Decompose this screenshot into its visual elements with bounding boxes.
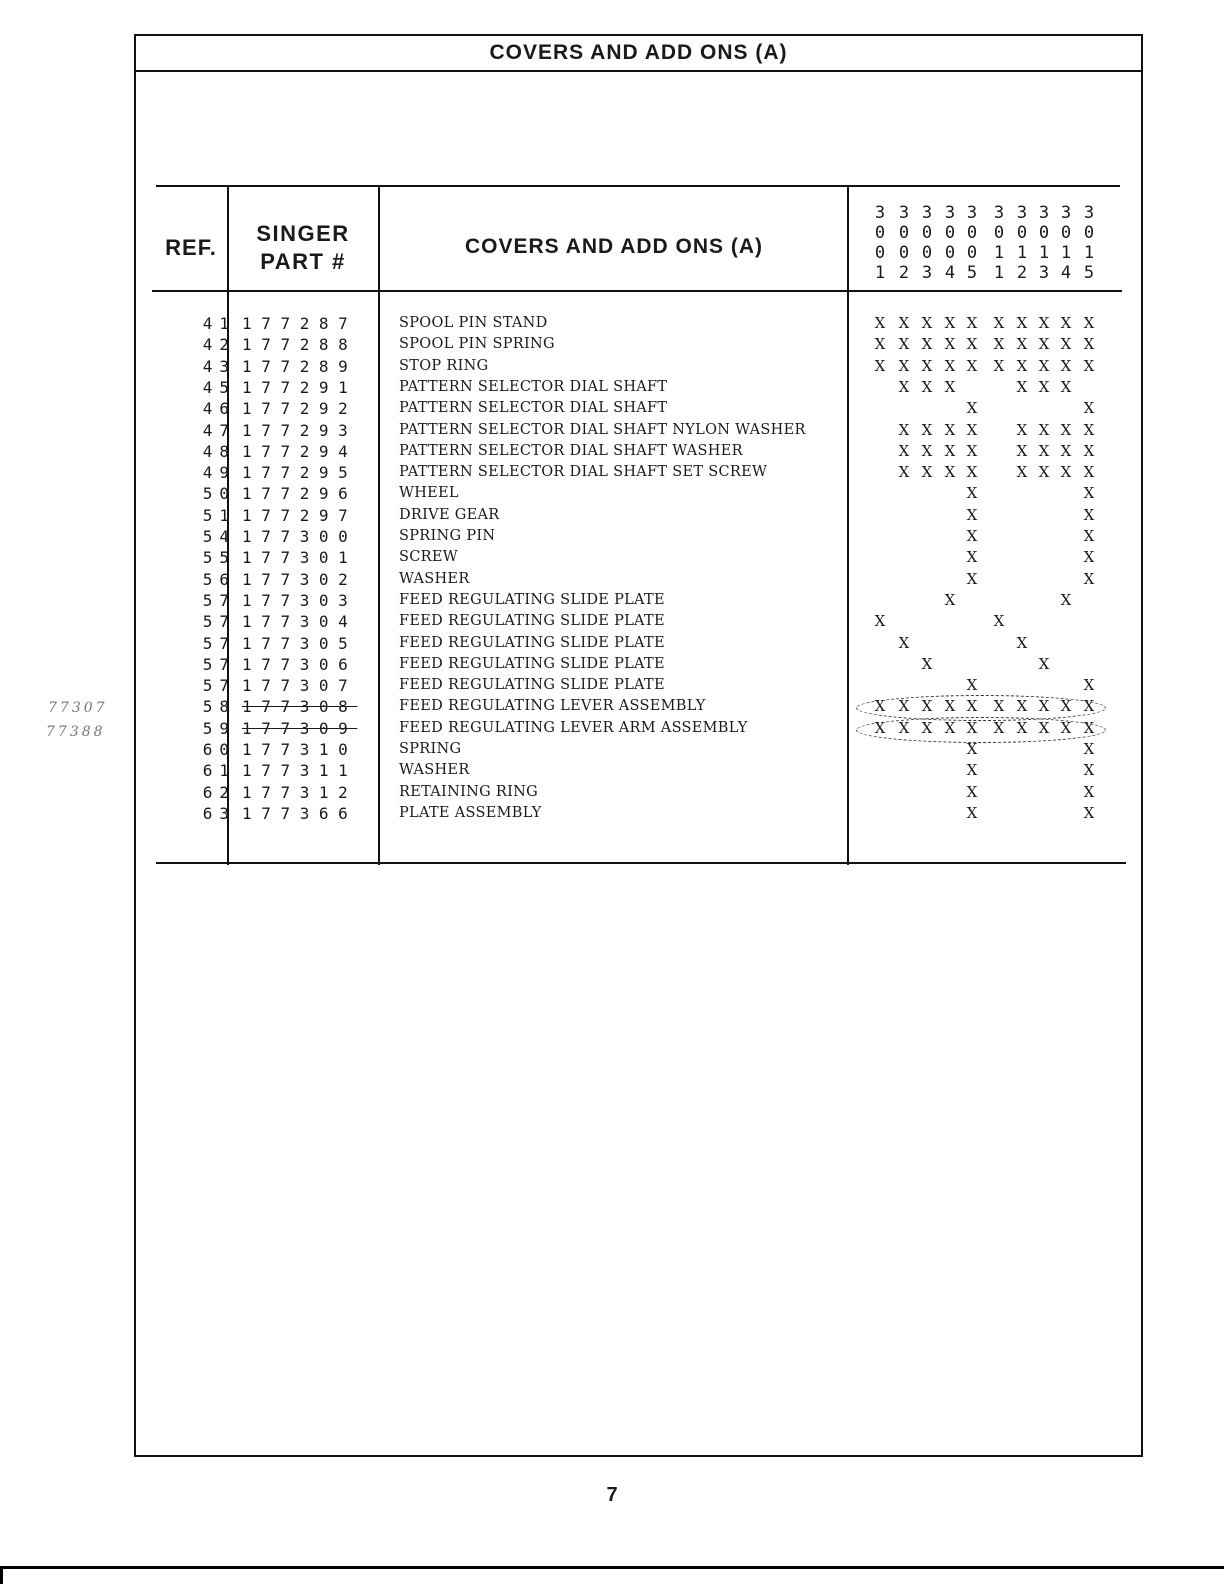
- table-row: [156, 760, 1116, 781]
- table-row: [156, 547, 1116, 568]
- table-row: [156, 505, 1116, 526]
- part-description: FEED REGULATING LEVER ARM ASSEMBLY: [399, 719, 748, 736]
- part-description: DRIVE GEAR: [399, 506, 500, 523]
- model-fit-mark: X: [966, 761, 978, 780]
- part-number: 177296: [242, 484, 358, 504]
- table-row: [156, 398, 1116, 419]
- table-row: [156, 675, 1116, 696]
- model-fit-mark: X: [1038, 697, 1050, 716]
- model-column-header: [1079, 203, 1099, 283]
- part-number: 177310: [242, 740, 358, 759]
- part-number: 177307: [242, 676, 358, 696]
- table-bottom-rule: [156, 862, 1126, 864]
- part-description: FEED REGULATING SLIDE PLATE: [399, 655, 665, 672]
- ref-number: 60: [202, 740, 236, 759]
- model-fit-mark: X: [1038, 463, 1050, 482]
- model-digit: 0: [966, 243, 978, 263]
- model-fit-mark: X: [1083, 441, 1095, 460]
- model-digit: 3: [921, 263, 933, 283]
- part-number: 177295: [242, 463, 358, 483]
- model-fit-mark: X: [1038, 420, 1050, 439]
- model-digit: 2: [1016, 263, 1028, 283]
- model-fit-mark: X: [1083, 697, 1095, 716]
- part-number: 177366: [242, 803, 358, 823]
- table-row: [156, 569, 1116, 590]
- model-fit-mark: X: [921, 420, 933, 439]
- model-fit-mark: X: [1083, 676, 1095, 695]
- model-fit-mark: X: [993, 314, 1005, 332]
- model-fit-mark: X: [966, 569, 978, 588]
- part-number: 177293: [242, 420, 358, 440]
- model-fit-mark: X: [966, 527, 978, 545]
- model-fit-mark: X: [944, 590, 956, 609]
- part-number: 177291: [242, 377, 358, 397]
- ref-number: 48: [202, 441, 236, 461]
- model-fit-mark: X: [898, 377, 910, 396]
- model-fit-mark: X: [1083, 335, 1095, 354]
- model-fit-mark: X: [921, 356, 933, 375]
- model-digit: 0: [1038, 223, 1050, 243]
- header-part: PART #: [260, 249, 346, 274]
- model-digit: 3: [874, 203, 886, 223]
- model-fit-mark: X: [966, 548, 978, 567]
- model-fit-mark: X: [1016, 356, 1028, 375]
- header-description: COVERS AND ADD ONS (A): [464, 235, 764, 258]
- model-digit: 4: [1060, 263, 1072, 283]
- model-digit: 0: [944, 243, 956, 263]
- model-digit: 0: [993, 223, 1005, 243]
- model-fit-mark: X: [966, 718, 978, 737]
- model-digit: 5: [966, 263, 978, 283]
- model-fit-mark: X: [966, 314, 978, 332]
- model-digit: 0: [898, 223, 910, 243]
- model-digit: 0: [874, 243, 886, 263]
- model-fit-mark: X: [944, 420, 956, 439]
- model-fit-mark: X: [966, 697, 978, 716]
- model-fit-mark: X: [1016, 420, 1028, 439]
- model-digit: 0: [921, 223, 933, 243]
- header-ref: REF.: [165, 235, 217, 260]
- model-fit-mark: X: [1038, 356, 1050, 375]
- model-fit-mark: X: [966, 399, 978, 418]
- model-fit-mark: X: [966, 356, 978, 375]
- model-fit-mark: X: [1060, 420, 1072, 439]
- part-description: PATTERN SELECTOR DIAL SHAFT NYLON WASHER: [399, 421, 806, 438]
- model-fit-mark: X: [1060, 463, 1072, 482]
- model-fit-mark: X: [1060, 590, 1072, 609]
- model-fit-mark: X: [1038, 335, 1050, 354]
- table-row: [156, 526, 1116, 547]
- model-column-header: [989, 203, 1009, 283]
- ref-number: 55: [202, 548, 236, 568]
- model-fit-mark: X: [1083, 463, 1095, 482]
- model-digit: 2: [898, 263, 910, 283]
- model-fit-mark: X: [944, 356, 956, 375]
- part-number: 177306: [242, 654, 358, 674]
- model-fit-mark: X: [944, 697, 956, 716]
- model-fit-mark: X: [1083, 569, 1095, 588]
- part-description: PLATE ASSEMBLY: [399, 804, 542, 821]
- part-description: WASHER: [399, 570, 470, 587]
- model-fit-mark: X: [1060, 335, 1072, 354]
- model-digit: 4: [944, 263, 956, 283]
- model-fit-mark: X: [1060, 718, 1072, 737]
- page-title: COVERS AND ADD ONS (A): [136, 36, 1141, 72]
- model-fit-mark: X: [921, 377, 933, 396]
- model-fit-mark: X: [898, 356, 910, 375]
- ref-number: 62: [202, 782, 236, 802]
- part-description: FEED REGULATING SLIDE PLATE: [399, 634, 665, 651]
- model-fit-mark: X: [966, 420, 978, 439]
- ref-number: 45: [202, 377, 236, 397]
- table-row: [156, 611, 1116, 632]
- model-fit-mark: X: [1083, 527, 1095, 545]
- model-digit: 1: [993, 243, 1005, 263]
- model-fit-mark: X: [1016, 441, 1028, 460]
- model-fit-mark: X: [921, 654, 933, 673]
- part-number: 177308: [242, 697, 358, 717]
- model-digit: 0: [944, 223, 956, 243]
- model-fit-mark: X: [1083, 718, 1095, 737]
- model-fit-mark: X: [966, 803, 978, 822]
- model-fit-mark: X: [874, 335, 886, 354]
- model-fit-mark: X: [921, 718, 933, 737]
- model-fit-mark: X: [966, 740, 978, 758]
- model-fit-mark: X: [921, 697, 933, 716]
- model-fit-mark: X: [1038, 654, 1050, 673]
- header-singer: SINGER: [256, 221, 350, 246]
- handwritten-circle-ref-59: [856, 717, 1106, 743]
- part-number: 177287: [242, 314, 358, 333]
- model-fit-mark: X: [993, 718, 1005, 737]
- model-fit-mark: X: [874, 356, 886, 375]
- model-fit-mark: X: [898, 441, 910, 460]
- part-number: 177312: [242, 782, 358, 802]
- model-fit-mark: X: [898, 335, 910, 354]
- model-fit-mark: X: [898, 463, 910, 482]
- margin-note-2: 77388: [46, 724, 106, 740]
- ref-number: 46: [202, 399, 236, 419]
- model-fit-mark: X: [874, 612, 886, 631]
- model-fit-mark: X: [1038, 314, 1050, 332]
- model-fit-mark: X: [1083, 740, 1095, 758]
- table-row: [156, 803, 1116, 824]
- part-description: FEED REGULATING LEVER ASSEMBLY: [399, 698, 706, 715]
- model-fit-mark: X: [944, 718, 956, 737]
- ref-number: 42: [202, 335, 236, 355]
- ref-number: 57: [202, 676, 236, 696]
- ref-number: 57: [202, 654, 236, 674]
- margin-note-1: 77307: [48, 700, 108, 716]
- model-fit-mark: X: [966, 782, 978, 801]
- model-column-header: [894, 203, 914, 283]
- model-digit: 0: [1060, 223, 1072, 243]
- ref-number: 57: [202, 590, 236, 610]
- model-digit: 3: [1038, 203, 1050, 223]
- model-fit-mark: X: [921, 441, 933, 460]
- model-fit-mark: X: [1038, 441, 1050, 460]
- model-fit-mark: X: [1083, 356, 1095, 375]
- table-top-rule: [156, 185, 1120, 187]
- model-fit-mark: X: [993, 356, 1005, 375]
- part-number: 177303: [242, 590, 358, 610]
- model-fit-mark: X: [1060, 314, 1072, 332]
- model-fit-mark: X: [1016, 633, 1028, 652]
- part-number: 177294: [242, 441, 358, 461]
- model-fit-mark: X: [921, 335, 933, 354]
- model-digit: 1: [1016, 243, 1028, 263]
- part-number: 177300: [242, 527, 358, 546]
- model-fit-mark: X: [1060, 377, 1072, 396]
- model-column-header: [1012, 203, 1032, 283]
- table-row: [156, 420, 1116, 441]
- model-fit-mark: X: [1083, 399, 1095, 418]
- part-description: SCREW: [399, 549, 458, 566]
- ref-number: 56: [202, 569, 236, 589]
- part-number: 177302: [242, 569, 358, 589]
- part-description: PATTERN SELECTOR DIAL SHAFT: [399, 400, 668, 417]
- model-fit-mark: X: [1038, 718, 1050, 737]
- model-fit-mark: X: [944, 463, 956, 482]
- model-fit-mark: X: [966, 463, 978, 482]
- part-description: RETAINING RING: [399, 783, 538, 800]
- model-digit: 1: [1083, 243, 1095, 263]
- model-fit-mark: X: [1083, 761, 1095, 780]
- model-fit-mark: X: [1060, 697, 1072, 716]
- page-number: 7: [606, 1484, 618, 1506]
- part-description: PATTERN SELECTOR DIAL SHAFT WASHER: [399, 442, 743, 459]
- model-fit-mark: X: [1060, 441, 1072, 460]
- header-bottom-rule: [152, 290, 1122, 292]
- model-fit-mark: X: [993, 612, 1005, 631]
- model-fit-mark: X: [966, 505, 978, 524]
- model-digit: 0: [921, 243, 933, 263]
- model-fit-mark: X: [944, 441, 956, 460]
- model-digit: 0: [898, 243, 910, 263]
- part-number: 177305: [242, 633, 358, 653]
- part-number: 177289: [242, 356, 358, 376]
- table-row: [156, 590, 1116, 611]
- page-edge-bottom: [0, 1566, 1224, 1569]
- table-row: [156, 483, 1116, 504]
- table-row: [156, 356, 1116, 377]
- part-description: WHEEL: [399, 485, 459, 502]
- ref-number: 58: [202, 697, 236, 717]
- model-digit: 3: [993, 203, 1005, 223]
- part-description: SPOOL PIN STAND: [399, 315, 548, 331]
- ref-number: 49: [202, 463, 236, 483]
- ref-number: 54: [202, 527, 236, 546]
- part-description: SPRING: [399, 741, 462, 757]
- table-row: [156, 377, 1116, 398]
- model-fit-mark: X: [993, 335, 1005, 354]
- model-fit-mark: X: [874, 314, 886, 332]
- page-edge-left: [0, 1566, 3, 1584]
- part-number: 177292: [242, 399, 358, 419]
- model-digit: 0: [1083, 223, 1095, 243]
- model-column-header: [962, 203, 982, 283]
- model-digit: 3: [944, 203, 956, 223]
- model-fit-mark: X: [1038, 377, 1050, 396]
- model-digit: 0: [1016, 223, 1028, 243]
- ref-number: 50: [202, 484, 236, 504]
- model-fit-mark: X: [898, 420, 910, 439]
- part-number: 177288: [242, 335, 358, 355]
- part-description: FEED REGULATING SLIDE PLATE: [399, 613, 665, 630]
- model-fit-mark: X: [1083, 548, 1095, 567]
- part-number: 177297: [242, 505, 358, 525]
- part-description: SPRING PIN: [399, 528, 496, 544]
- ref-number: 43: [202, 356, 236, 376]
- model-fit-mark: X: [898, 718, 910, 737]
- model-fit-mark: X: [966, 335, 978, 354]
- part-description: PATTERN SELECTOR DIAL SHAFT SET SCREW: [399, 464, 768, 481]
- model-fit-mark: X: [1016, 718, 1028, 737]
- model-fit-mark: X: [898, 697, 910, 716]
- part-number: 177301: [242, 548, 358, 568]
- model-fit-mark: X: [1083, 803, 1095, 822]
- model-fit-mark: X: [1083, 782, 1095, 801]
- model-fit-mark: X: [898, 314, 910, 332]
- model-fit-mark: X: [944, 335, 956, 354]
- model-fit-mark: X: [1016, 697, 1028, 716]
- model-digit: 0: [966, 223, 978, 243]
- model-digit: 3: [1060, 203, 1072, 223]
- model-fit-mark: X: [944, 377, 956, 396]
- table-row: [156, 441, 1116, 462]
- table-row: [156, 313, 1116, 334]
- ref-number: 59: [202, 718, 236, 738]
- model-digit: 3: [1083, 203, 1095, 223]
- table-row: [156, 633, 1116, 654]
- table-row: [156, 654, 1116, 675]
- model-column-header: [1034, 203, 1054, 283]
- model-fit-mark: X: [993, 697, 1005, 716]
- model-digit: 1: [993, 263, 1005, 283]
- model-digit: 3: [921, 203, 933, 223]
- model-fit-mark: X: [1083, 505, 1095, 524]
- model-fit-mark: X: [944, 314, 956, 332]
- part-number: 177311: [242, 761, 358, 781]
- model-column-header: [1056, 203, 1076, 283]
- part-number: 177304: [242, 612, 358, 632]
- ref-number: 41: [202, 314, 236, 333]
- model-digit: 3: [1038, 263, 1050, 283]
- ref-number: 47: [202, 420, 236, 440]
- part-description: FEED REGULATING SLIDE PLATE: [399, 677, 665, 694]
- table-row: [156, 782, 1116, 803]
- model-digit: 3: [898, 203, 910, 223]
- model-fit-mark: X: [874, 718, 886, 737]
- part-description: STOP RING: [399, 357, 489, 374]
- parts-table: [156, 185, 1126, 868]
- model-fit-mark: X: [1083, 314, 1095, 332]
- part-description: SPOOL PIN SPRING: [399, 336, 555, 353]
- model-fit-mark: X: [966, 676, 978, 695]
- part-description: WASHER: [399, 762, 470, 779]
- model-fit-mark: X: [1016, 314, 1028, 332]
- model-digit: 3: [1016, 203, 1028, 223]
- model-fit-mark: X: [1016, 463, 1028, 482]
- model-fit-mark: X: [898, 633, 910, 652]
- part-number: 177309: [242, 718, 358, 738]
- model-column-header: [940, 203, 960, 283]
- model-fit-mark: X: [1016, 377, 1028, 396]
- ref-number: 51: [202, 505, 236, 525]
- part-description: FEED REGULATING SLIDE PLATE: [399, 591, 665, 608]
- model-digit: 1: [874, 263, 886, 283]
- model-fit-mark: X: [966, 441, 978, 460]
- model-digit: 3: [966, 203, 978, 223]
- ref-number: 57: [202, 633, 236, 653]
- model-digit: 1: [1060, 243, 1072, 263]
- model-digit: 5: [1083, 263, 1095, 283]
- model-fit-mark: X: [874, 697, 886, 716]
- model-fit-mark: X: [1083, 484, 1095, 503]
- model-digit: 0: [874, 223, 886, 243]
- model-column-header: [870, 203, 890, 283]
- model-fit-mark: X: [1060, 356, 1072, 375]
- table-row: [156, 462, 1116, 483]
- model-fit-mark: X: [921, 463, 933, 482]
- model-column-header: [917, 203, 937, 283]
- ref-number: 61: [202, 761, 236, 781]
- model-digit: 1: [1038, 243, 1050, 263]
- model-fit-mark: X: [921, 314, 933, 332]
- ref-number: 63: [202, 803, 236, 823]
- part-description: PATTERN SELECTOR DIAL SHAFT: [399, 378, 668, 395]
- table-row: [156, 334, 1116, 355]
- model-fit-mark: X: [1016, 335, 1028, 354]
- model-fit-mark: X: [966, 484, 978, 503]
- ref-number: 57: [202, 612, 236, 632]
- model-fit-mark: X: [1083, 420, 1095, 439]
